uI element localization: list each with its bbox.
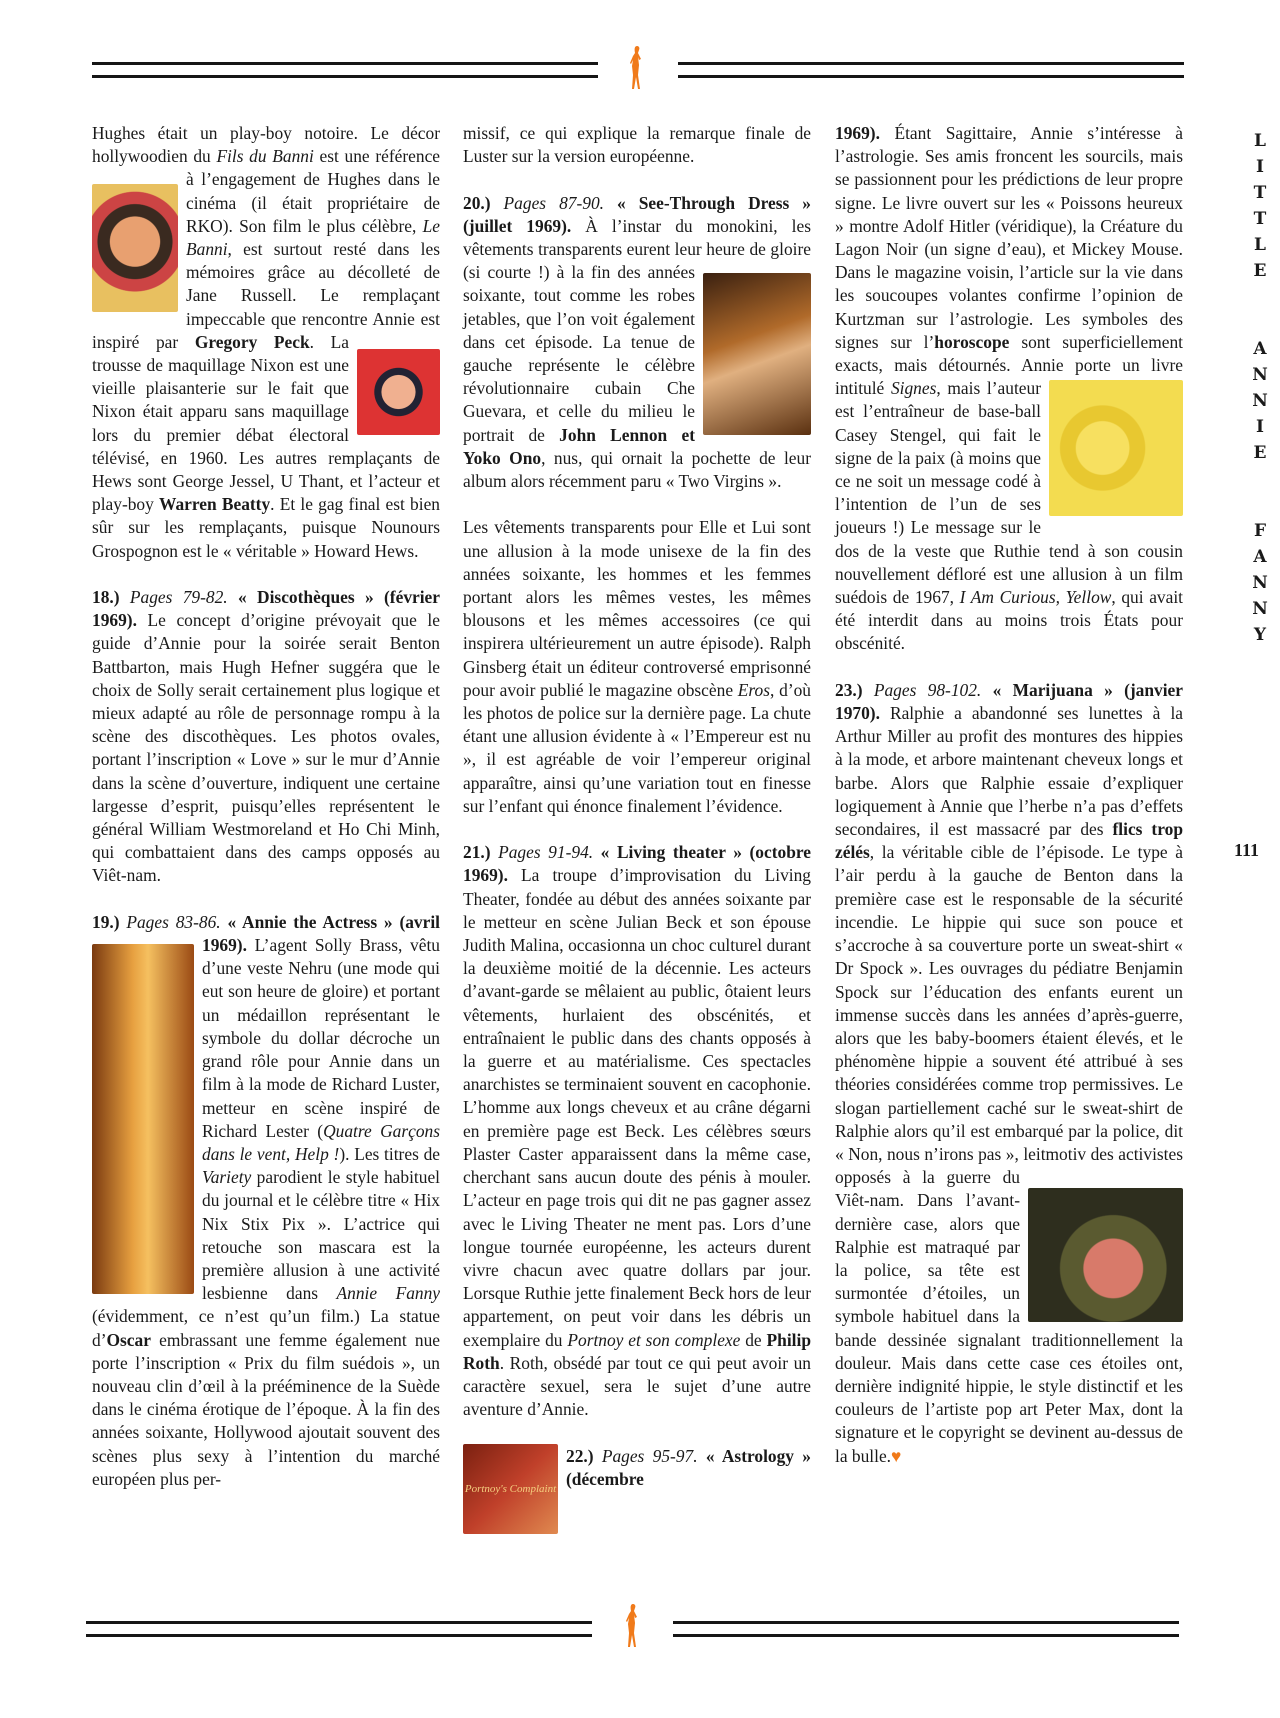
- footer-rule: [673, 1634, 1179, 1637]
- text-run: , mais l’auteur est l’entraîneur de base-ball Casey Stengel, qui fait le signe de la paix (à moins que ce ne soit un message codé à l’intention de l’un de ses joueurs !) Le message sur le dos de la veste que Ruthie tend à son cousin nouvellement défloré est une allusion à un film suédois de 1967,: [835, 378, 1183, 608]
- text-run: Quatre Garçons dans le vent, Help !: [202, 1120, 440, 1164]
- paragraph: [463, 122, 811, 168]
- footer-rule: [673, 1621, 1179, 1624]
- text-run: parodient le style habituel du journal et le célèbre titre « Hix Nix Stix Pix ». L’actrice qui retouche son mascara est la première allusion à une activité lesbienne dans: [202, 1167, 440, 1304]
- gregory-peck-caricature: [92, 184, 178, 312]
- title-letter: N: [1252, 365, 1268, 385]
- oscar-statue-illustration: [92, 944, 194, 1294]
- text-run: Philip Roth: [463, 1329, 811, 1373]
- ralphie-police-illustration: [1028, 1188, 1183, 1322]
- portnoy-book-illustration: [463, 1444, 558, 1534]
- title-letter: N: [1252, 573, 1268, 593]
- paragraph: [835, 679, 1183, 1468]
- text-run: , la véritable cible de l’épisode. Le type à l’air perdu à la gauche de Benton dans la première case est le responsable de la sécurité incendie. Le hippie qui suce son pouce et s’accroche à sa couverture porte un sweat-shirt « Dr Spock ». Les ouvrages du pédiatre Benjamin Spock sur l’éducation des enfants eurent un immense succès dans les années d’après-guerre, alors que les baby-boomers étaient élevés, et le phénomène hippie a souvent été attribué à ses théories considérées comme trop permissives. Le slogan partiellement caché sur le sweat-shirt de Ralphie alors qu’il est embarqué par la police, dit « Non, nous n’irons pas », leitmotiv des activistes opposés à la guerre du Viêt-nam. Dans l’avant-dernière case, alors que Ralphie est matraqué par la police, sa tête est surmontée d’étoiles, un symbole habituel dans la bande dessinée signalant traditionnellement la douleur. Mais dans cette case ces étoiles ont, dernière indignité hippie, le style distinctif et les couleurs de l’artiste pop art Peter Max, dont la signature et le copyright se devinent au-dessus de la bulle.: [835, 842, 1183, 1466]
- text-run: 18.): [92, 587, 120, 608]
- text-run: 21.): [463, 842, 491, 863]
- text-run: 1969).: [835, 123, 880, 143]
- annie-figure-icon: [626, 1604, 640, 1650]
- title-letter: A: [1253, 547, 1267, 567]
- text-run: Ralphie a abandonné ses lunettes à la Arthur Miller au profit des montures des hippies à la mode, et arbore maintenant cheveux longs et barbe. Alors que Ralphie essaie d’expliquer logiquement à Annie que l’herbe n’a pas d’effets secondaires, il est massacré par des: [835, 703, 1183, 840]
- text-run: sont superficiellement exacts, mais détournés. Annie porte un livre intitulé: [835, 331, 1183, 399]
- text-run: « Discothèques » (février 1969).: [92, 587, 440, 631]
- text-run: missif, ce qui explique la remarque finale de Luster sur la version européenne.: [463, 123, 811, 167]
- text-run: John Lennon et Yoko Ono: [463, 424, 696, 468]
- text-run: , qui avait été interdit dans au moins trois États pour obscénité.: [835, 587, 1184, 654]
- text-run: , est surtout resté dans les mémoires grâce au décolleté de Jane Russell. Le remplaçant impeccable que rencontre Annie est inspiré par: [92, 239, 440, 352]
- title-letter: L: [1254, 235, 1266, 255]
- text-run: flics trop zélés: [835, 819, 1183, 863]
- text-run: Pages 87-90.: [490, 192, 604, 213]
- title-letter: F: [1253, 521, 1267, 541]
- text-run: . La trousse de maquillage Nixon est une vieille plaisanterie sur le fait que Nixon était apparu sans maquillage lors du premier débat électoral télévisé, en 1960. Les autres remplaçants de Hews sont George Jessel, U Thant, et l’acteur et play-boy: [92, 331, 440, 515]
- running-title: [1248, 128, 1272, 648]
- text-run: « See-Through Dress » (juillet 1969).: [463, 192, 811, 236]
- text-run: Pages 83-86.: [119, 911, 221, 932]
- portnoy-book-title: Portnoy's Complaint: [464, 1483, 557, 1495]
- text-run: « Astrology » (décembre: [566, 1445, 811, 1489]
- text-run: 22.): [566, 1445, 594, 1466]
- text-run: À l’instar du monokini, les vêtements transparents eurent leur heure de gloire (si courte !) à la fin des années soixante, tout comme les robes jetables, que l’on voit également dans cet épisode. La tenue de gauche représente le célèbre révolutionnaire cubain Che Guevara, et celle du milieu le portrait de: [463, 215, 812, 445]
- header-rule: [92, 75, 598, 78]
- text-run: La troupe d’improvisation du Living Theater, fondée au début des années soixante par le metteur en scène Julian Beck et son épouse Judith Malina, occasionna un choc culturel durant la deuxième moitié de la décennie. Les acteurs d’avant-garde se mêlaient au public, ôtaient leurs vêtements, hurlaient des obscénités, et entraînaient le public dans des chants opposés à la guerre et au matérialisme. Ces spectacles anarchistes se terminaient souvent en cacophonie. L’homme aux longs cheveux et au crâne dégarni en première page est Beck. Les célèbres sœurs Plaster Caster apparaissent dans la même case, cherchant sans aucun doute des pénis à mouler. L’acteur en page trois qui dit ne pas gagner assez avec le Living Theater ne ment pas. Lors d’une longue tournée européenne, les acteurs durent vivre chacun avec quatre dollars par jour. Lorsque Ruthie jette finalement Beck hors de leur appartement, on peut voir dans les débris un exemplaire du: [463, 865, 811, 1350]
- title-letter: E: [1253, 443, 1267, 463]
- text-run: Eros: [737, 679, 771, 700]
- title-letter: T: [1253, 183, 1267, 203]
- nixon-caricature: [357, 349, 440, 435]
- title-letter: T: [1253, 209, 1267, 229]
- header-rule: [92, 62, 598, 65]
- paragraph: [92, 586, 440, 888]
- title-letter: L: [1254, 131, 1266, 151]
- footer-rule: [86, 1634, 592, 1637]
- text-run: , nus, qui ornait la pochette de leur album alors récemment paru « Two Virgins ».: [463, 447, 812, 492]
- text-run: embrassant une femme également nue porte l’inscription « Prix du film suédois », un nouveau clin d’œil à la prééminence de la Suède dans le cinéma érotique de l’époque. À la fin des années soixante, Hollywood ajoutait souvent des scènes plus sexy à l’intention du marché européen plus per-: [92, 1329, 440, 1489]
- title-letter: Y: [1253, 625, 1267, 645]
- text-run: Annie Fanny: [336, 1283, 441, 1304]
- text-run: Hughes était un play-boy notoire. Le décor hollywoodien du: [92, 123, 440, 167]
- text-run: Le concept d’origine prévoyait que le guide d’Annie pour la soirée serait Benton Battbarton, mais Hugh Hefner suggéra que le choix de Solly serait certainement plus logique et mieux adapté au rôle de personnage rompu à la scène des discothèques. Les photos ovales, portant l’inscription « Love » sur le mur d’Annie dans la scène d’ouverture, indiquent une certaine largesse d’esprit, puisqu’elles représentent le général William Westmoreland et Ho Chi Minh, qui combattaient dans des camps opposés au Viêt-nam.: [92, 610, 440, 886]
- text-run: (évidemment, ce n’est qu’un film.) La statue d’: [92, 1306, 440, 1350]
- text-run: Étant Sagittaire, Annie s’intéresse à l’astrologie. Ses amis froncent les sourcils, mais se passionnent pour les prédictions de leur propre signe. Le livre ouvert sur les « Poissons heureux » montre Adolf Hitler (véridique), la Créature du Lagon Noir (un signe d’eau), et Mickey Mouse. Dans le magazine voisin, l’article sur la vie dans les soucoupes volantes confirme l’opinion de Kurtzman sur l’astrologie. Les symboles des signes sur l’: [835, 123, 1183, 352]
- text-run: L’agent Solly Brass, vêtu d’une veste Nehru (une mode qui eut son heure de gloire) et portant un médaillon représentant le symbole du dollar décroche un grand rôle pour Annie dans un film à la mode de Richard Luster, metteur en scène inspiré de Richard Lester (: [202, 935, 440, 1141]
- text-run: Warren Beatty: [159, 494, 271, 515]
- page-number: 111: [1234, 840, 1260, 860]
- header-rule: [678, 75, 1184, 78]
- title-letter: A: [1253, 339, 1267, 359]
- text-run: . Et le gag final est bien sûr sur les remplaçants, puisque Nounours Grospognon est le « véritable » Howard Hews.: [92, 494, 440, 561]
- text-run: horoscope: [934, 331, 1010, 352]
- text-run: ). Les titres de: [339, 1143, 440, 1164]
- column-1: [92, 122, 440, 1491]
- text-run: , d’où les photos de police sur la dernière page. La chute étant une allusion évidente à « l’Empereur est nu », il est agréable de voir l’empereur original apparaître, ainsi qu’une variation tout en finesse sur l’enfant qui énonce finalement l’évidence.: [463, 679, 811, 816]
- see-through-dress-illustration: [703, 273, 811, 435]
- header-rule: [678, 62, 1184, 65]
- text-run: Le Banni: [186, 215, 440, 260]
- text-run: Les vêtements transparents pour Elle et Lui sont une allusion à la mode unisexe de la fin des années soixante, les hommes et les femmes portant alors les mêmes vestes, les mêmes blousons et les mêmes accessoires (ce qui inspirera ultérieurement un autre épisode). Ralph Ginsberg était un éditeur controversé emprisonné pour avoir publié le magazine obscène: [463, 517, 811, 700]
- title-letter: N: [1252, 599, 1268, 619]
- text-run: 20.): [463, 192, 491, 213]
- footer-rule: [86, 1621, 592, 1624]
- paragraph: [463, 516, 811, 818]
- text-run: « Annie the Actress » (avril 1969).: [202, 911, 441, 956]
- column-3: [835, 122, 1183, 1468]
- text-run: I Am Curious, Yellow: [959, 587, 1112, 608]
- text-run: « Marijuana » (janvier 1970).: [835, 679, 1183, 724]
- column-2: [463, 122, 811, 1538]
- astrology-illustration: [1049, 380, 1183, 516]
- text-run: Portnoy et son complexe: [567, 1329, 741, 1350]
- text-run: Fils du Banni: [216, 146, 314, 167]
- text-run: . Roth, obsédé par tout ce qui peut avoir un caractère sexuel, sera le sujet d’une autre aventure d’Annie.: [463, 1352, 811, 1420]
- text-run: Oscar: [106, 1329, 151, 1350]
- annie-figure-icon: [630, 46, 644, 92]
- text-run: Signes: [890, 378, 937, 399]
- title-letter: I: [1256, 417, 1264, 437]
- text-run: 23.): [835, 679, 863, 700]
- text-run: Variety: [202, 1167, 252, 1188]
- title-letter: E: [1253, 261, 1267, 281]
- title-letter: I: [1256, 157, 1264, 177]
- title-letter: N: [1252, 391, 1268, 411]
- heart-icon: ♥: [891, 1445, 902, 1466]
- text-run: 19.): [92, 911, 120, 932]
- paragraph: [463, 841, 811, 1421]
- text-run: est une référence à l’engagement de Hughes dans le cinéma (il était propriétaire de RKO). Son film le plus célèbre,: [186, 146, 441, 236]
- text-run: Gregory Peck: [194, 331, 310, 352]
- text-run: Pages 98-102.: [862, 679, 982, 700]
- text-run: « Living theater » (octobre 1969).: [463, 842, 811, 886]
- text-run: Pages 79-82.: [119, 587, 228, 608]
- text-run: de: [740, 1329, 767, 1350]
- text-run: Pages 91-94.: [490, 842, 594, 863]
- text-run: Pages 95-97.: [593, 1445, 698, 1466]
